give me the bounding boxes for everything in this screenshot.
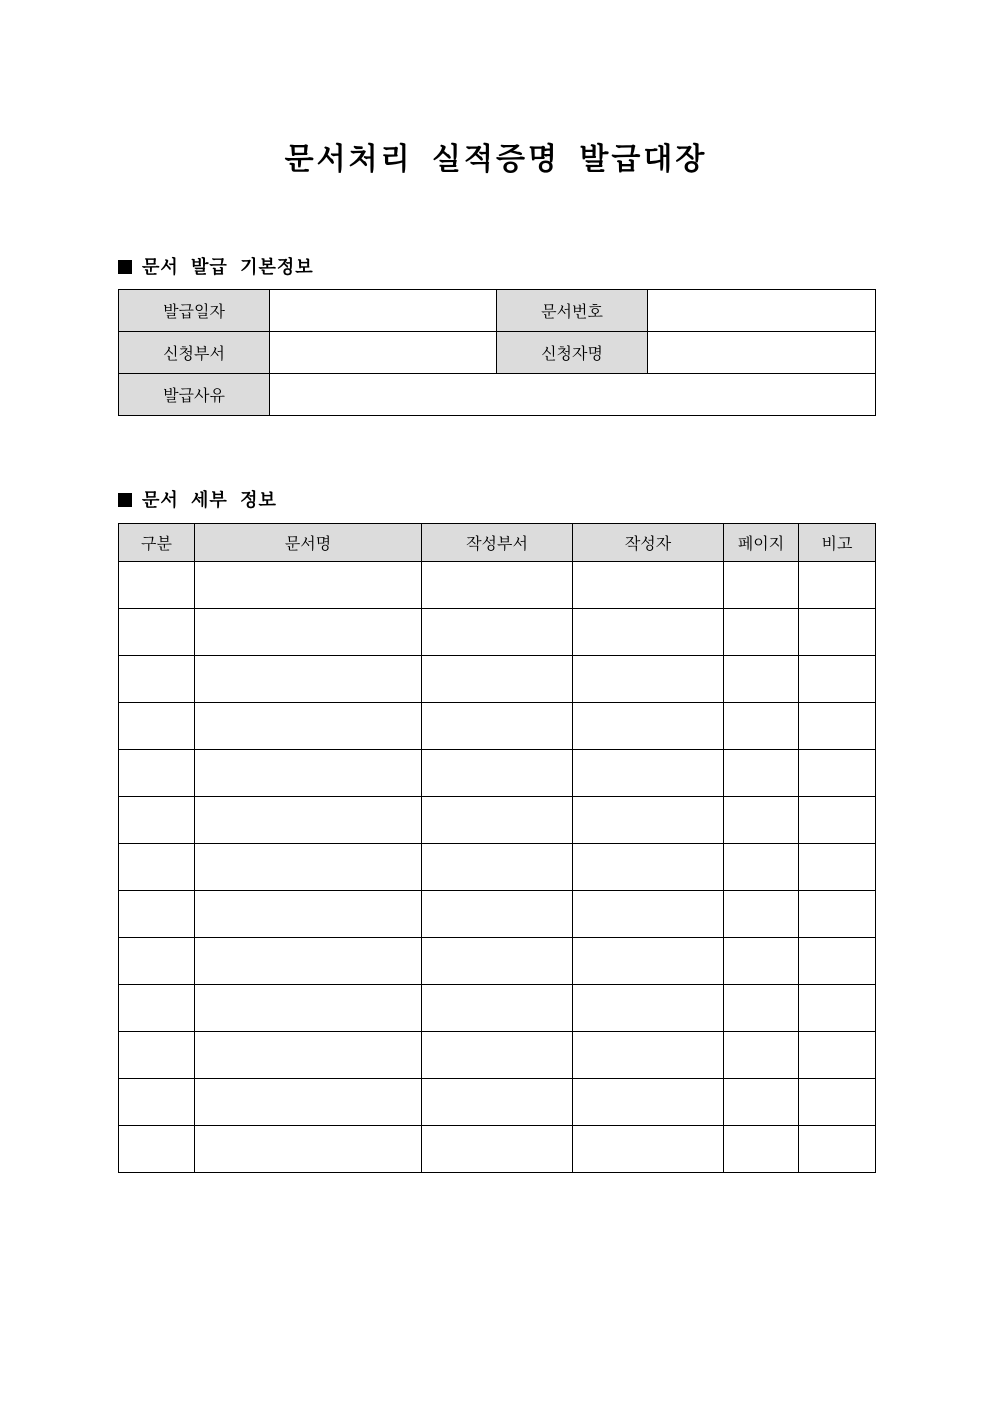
detail-section-heading-text: 문서 세부 정보 (142, 490, 277, 511)
doc-name-cell[interactable] (195, 562, 422, 609)
basic-section-heading (118, 253, 314, 279)
pages-cell[interactable] (724, 938, 799, 985)
doc-name-cell[interactable] (195, 1126, 422, 1173)
reason-label: 발급사유 (119, 374, 270, 416)
author-cell[interactable] (573, 891, 724, 938)
table-row (119, 750, 876, 797)
author-cell[interactable] (573, 703, 724, 750)
author-cell[interactable] (573, 1126, 724, 1173)
author-dept-cell[interactable] (422, 938, 573, 985)
author-dept-cell[interactable] (422, 562, 573, 609)
category-cell[interactable] (119, 938, 195, 985)
remarks-cell[interactable] (799, 938, 876, 985)
remarks-cell[interactable] (799, 1032, 876, 1079)
column-header-category: 구분 (119, 524, 195, 562)
doc-name-cell[interactable] (195, 891, 422, 938)
detail-table-body (119, 562, 876, 1173)
remarks-cell[interactable] (799, 891, 876, 938)
table-row (119, 609, 876, 656)
author-cell[interactable] (573, 609, 724, 656)
pages-cell[interactable] (724, 1032, 799, 1079)
category-cell[interactable] (119, 750, 195, 797)
basic-section-heading-text: 문서 발급 기본정보 (142, 257, 314, 278)
category-cell[interactable] (119, 1126, 195, 1173)
basic-info-row (119, 290, 876, 332)
basic-info-table (118, 289, 876, 416)
square-bullet-icon (118, 493, 132, 507)
reason-field[interactable] (270, 374, 876, 416)
remarks-cell[interactable] (799, 1079, 876, 1126)
pages-cell[interactable] (724, 562, 799, 609)
doc-name-cell[interactable] (195, 1032, 422, 1079)
pages-cell[interactable] (724, 1126, 799, 1173)
detail-info-table (118, 523, 876, 1173)
pages-cell[interactable] (724, 609, 799, 656)
author-dept-cell[interactable] (422, 797, 573, 844)
table-row (119, 891, 876, 938)
author-cell[interactable] (573, 1032, 724, 1079)
table-row (119, 985, 876, 1032)
applicant-label: 신청자명 (497, 332, 648, 374)
pages-cell[interactable] (724, 750, 799, 797)
table-row (119, 797, 876, 844)
remarks-cell[interactable] (799, 656, 876, 703)
pages-cell[interactable] (724, 891, 799, 938)
remarks-cell[interactable] (799, 562, 876, 609)
author-cell[interactable] (573, 844, 724, 891)
table-row (119, 1032, 876, 1079)
author-dept-cell[interactable] (422, 750, 573, 797)
author-dept-cell[interactable] (422, 703, 573, 750)
category-cell[interactable] (119, 656, 195, 703)
remarks-cell[interactable] (799, 1126, 876, 1173)
doc-name-cell[interactable] (195, 703, 422, 750)
remarks-cell[interactable] (799, 797, 876, 844)
table-row (119, 938, 876, 985)
applicant-field[interactable] (648, 332, 876, 374)
author-dept-cell[interactable] (422, 1126, 573, 1173)
doc-number-label: 문서번호 (497, 290, 648, 332)
author-dept-cell[interactable] (422, 609, 573, 656)
author-dept-cell[interactable] (422, 1032, 573, 1079)
table-row (119, 703, 876, 750)
doc-number-field[interactable] (648, 290, 876, 332)
author-cell[interactable] (573, 797, 724, 844)
pages-cell[interactable] (724, 985, 799, 1032)
table-row (119, 562, 876, 609)
author-dept-cell[interactable] (422, 656, 573, 703)
author-dept-cell[interactable] (422, 844, 573, 891)
doc-name-cell[interactable] (195, 938, 422, 985)
remarks-cell[interactable] (799, 844, 876, 891)
doc-name-cell[interactable] (195, 656, 422, 703)
pages-cell[interactable] (724, 844, 799, 891)
doc-name-cell[interactable] (195, 750, 422, 797)
pages-cell[interactable] (724, 703, 799, 750)
issue-date-field[interactable] (270, 290, 497, 332)
doc-name-cell[interactable] (195, 1079, 422, 1126)
page-title: 문서처리 실적증명 발급대장 (284, 142, 708, 177)
table-row (119, 1126, 876, 1173)
remarks-cell[interactable] (799, 609, 876, 656)
column-header-author-dept: 작성부서 (422, 524, 573, 562)
author-dept-cell[interactable] (422, 891, 573, 938)
doc-name-cell[interactable] (195, 797, 422, 844)
author-cell[interactable] (573, 750, 724, 797)
table-row (119, 1079, 876, 1126)
doc-name-cell[interactable] (195, 985, 422, 1032)
category-cell[interactable] (119, 891, 195, 938)
category-cell[interactable] (119, 985, 195, 1032)
category-cell[interactable] (119, 562, 195, 609)
category-cell[interactable] (119, 609, 195, 656)
basic-info-row (119, 374, 876, 416)
pages-cell[interactable] (724, 797, 799, 844)
dept-label: 신청부서 (119, 332, 270, 374)
category-cell[interactable] (119, 797, 195, 844)
detail-section-heading (118, 486, 277, 512)
author-cell[interactable] (573, 656, 724, 703)
author-dept-cell[interactable] (422, 985, 573, 1032)
author-cell[interactable] (573, 938, 724, 985)
square-bullet-icon (118, 260, 132, 274)
column-header-author: 작성자 (573, 524, 724, 562)
author-cell[interactable] (573, 1079, 724, 1126)
remarks-cell[interactable] (799, 985, 876, 1032)
remarks-cell[interactable] (799, 703, 876, 750)
table-row (119, 844, 876, 891)
doc-name-cell[interactable] (195, 609, 422, 656)
basic-info-row (119, 332, 876, 374)
category-cell[interactable] (119, 844, 195, 891)
pages-cell[interactable] (724, 656, 799, 703)
column-header-remarks: 비고 (799, 524, 876, 562)
category-cell[interactable] (119, 1079, 195, 1126)
pages-cell[interactable] (724, 1079, 799, 1126)
author-dept-cell[interactable] (422, 1079, 573, 1126)
dept-field[interactable] (270, 332, 497, 374)
remarks-cell[interactable] (799, 750, 876, 797)
column-header-doc-name: 문서명 (195, 524, 422, 562)
detail-header-row (119, 524, 876, 562)
category-cell[interactable] (119, 703, 195, 750)
author-cell[interactable] (573, 562, 724, 609)
author-cell[interactable] (573, 985, 724, 1032)
issue-date-label: 발급일자 (119, 290, 270, 332)
column-header-pages: 페이지 (724, 524, 799, 562)
table-row (119, 656, 876, 703)
doc-name-cell[interactable] (195, 844, 422, 891)
category-cell[interactable] (119, 1032, 195, 1079)
